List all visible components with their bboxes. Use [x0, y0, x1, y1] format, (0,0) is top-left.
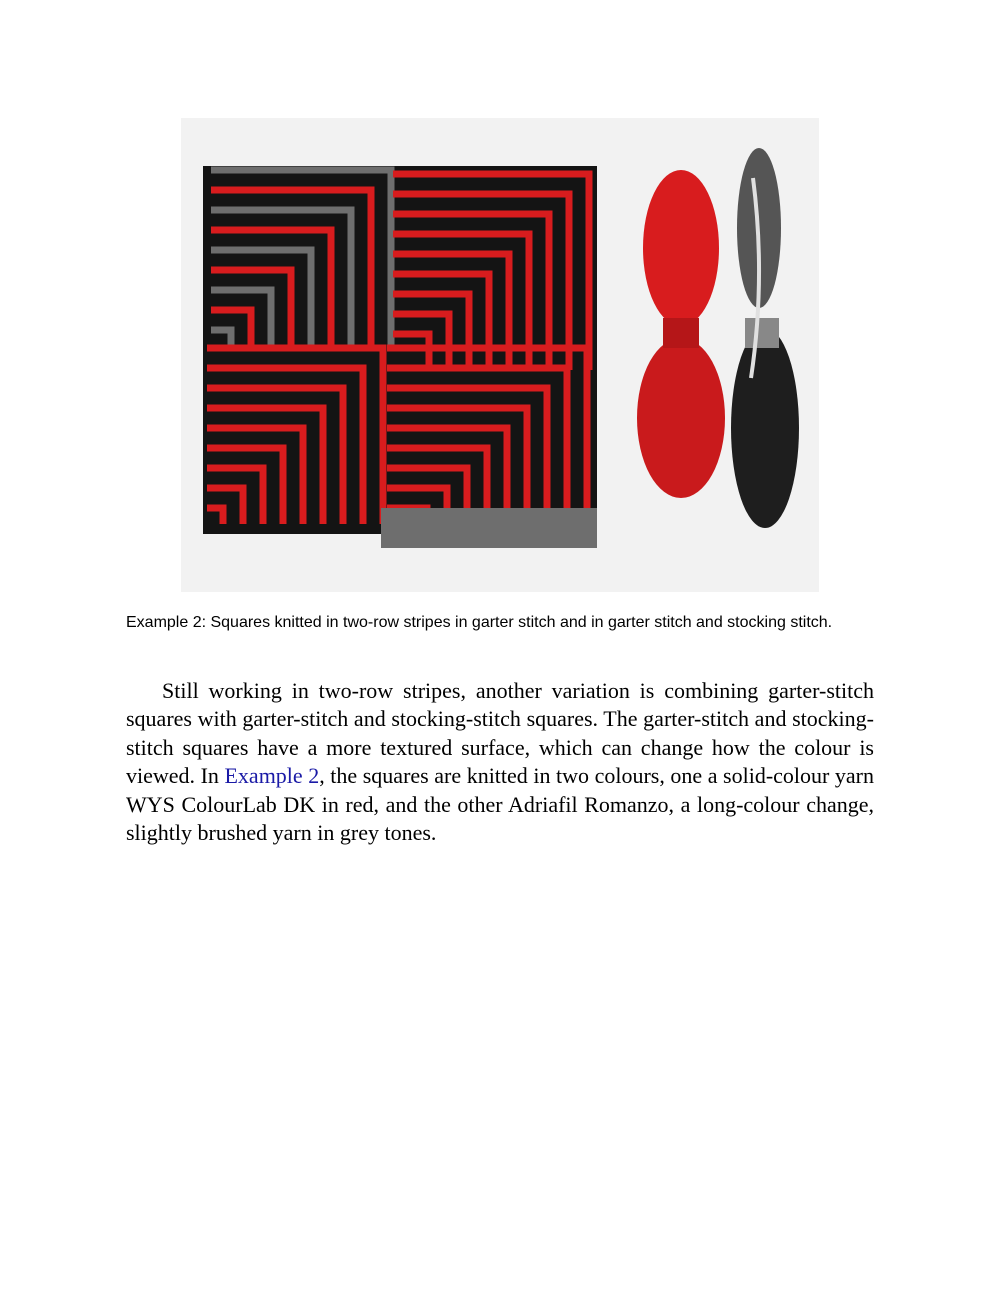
- figure-caption: Example 2: Squares knitted in two-row stripes in garter stitch and in garter stitch and stocking stitch.: [126, 614, 833, 631]
- grey-edge: [381, 508, 597, 548]
- paragraph-text-end: , the squares are knitted in two colours, one a solid-colour yarn WYS ColourLab DK in red, and the other Adriafil Romanzo, a long-colour change, slightly brushed yarn in grey tones.: [126, 763, 875, 846]
- paragraph-text-start: Still working in two-row stripes, another variation is combining garter-stitch squares with garter-stitch and stocking-stitch squares. The garter-stitch and stocking-stitch squares have a more textured surface, which can change how the colour is viewed. In: [126, 678, 874, 789]
- knitted-squares-illustration: [181, 118, 819, 592]
- body-paragraph: [126, 677, 874, 847]
- knitted-squares-photo: [181, 118, 819, 592]
- example-2-link[interactable]: Example 2: [224, 763, 320, 789]
